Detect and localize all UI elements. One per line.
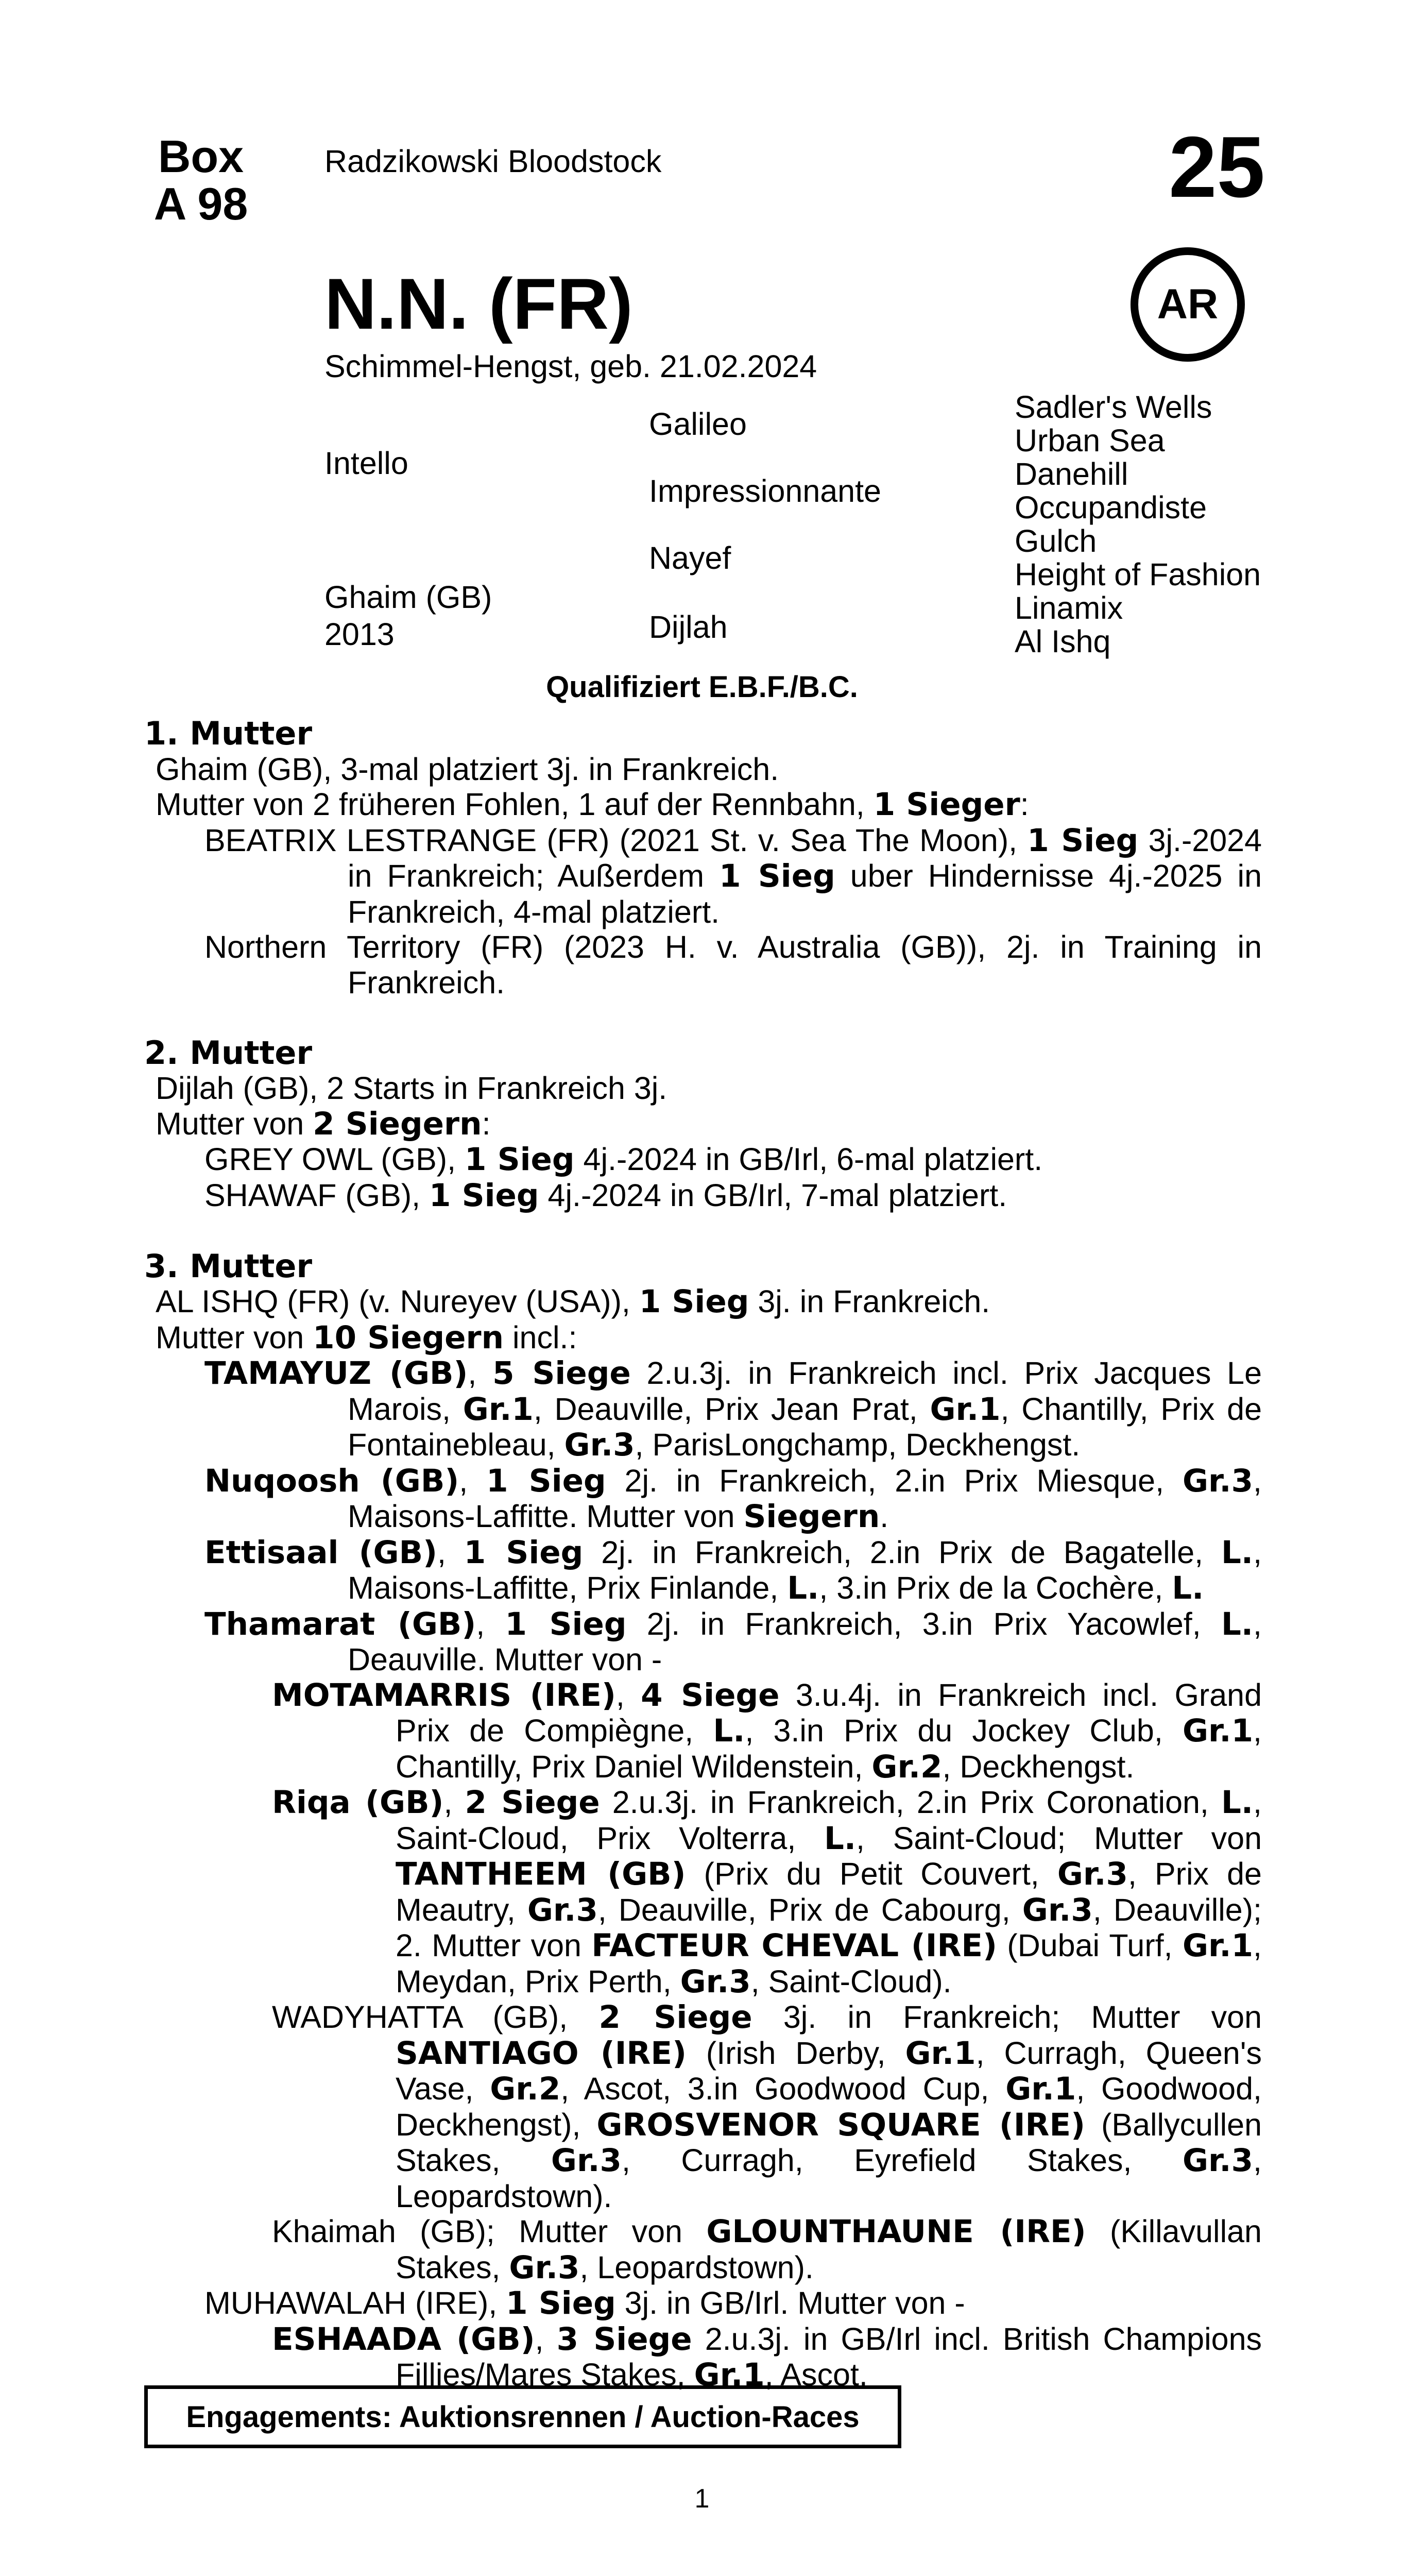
second-dam-line: Dijlah (GB), 2 Starts in Frankreich 3j. (156, 1071, 667, 1106)
first-dam-produce-summary: Mutter von 2 früheren Fohlen, 1 auf der Rennbahn, 1 Sieger: (156, 786, 1029, 823)
offspring-entry: MUHAWALAH (IRE), 1 Sieg 3j. in GB/Irl. Mutter von - (204, 2285, 965, 2321)
grand-offspring-entry: Riqa (GB), 2 Siege 2.u.3j. in Frankreich, 2.in Prix Coronation, L., Saint-Cloud, Prix Volterra, L., Saint-Cloud; Mutter von TANTHEEM (GB) (Prix du Petit Couvert, Gr.3, Prix de Meautry, Gr.3, Deauville, Prix de Cabourg, Gr.3, Deauville); 2. Mutter von FACTEUR CHEVAL (IRE) (Dubai Turf, Gr.1, Meydan, Prix Perth, Gr.3, Saint-Cloud). (272, 1784, 1262, 2000)
pedigree-gen3-name: Occupandiste (1015, 490, 1207, 525)
second-dam-produce-summary: Mutter von 2 Siegern: (156, 1105, 491, 1142)
third-dam-heading: 3. Mutter (144, 1247, 313, 1285)
pedigree-sire-sire: Galileo (649, 406, 747, 442)
seller-name: Radzikowski Bloodstock (324, 144, 662, 179)
ar-badge-text: AR (1157, 281, 1219, 328)
pedigree-gen3-name: Sadler's Wells (1015, 389, 1212, 425)
grand-offspring-entry: WADYHATTA (GB), 2 Siege 3j. in Frankreich; Mutter von SANTIAGO (IRE) (Irish Derby, Gr.1, Curragh, Queen's Vase, Gr.2, Ascot, 3.in Goodwood Cup, Gr.1, Goodwood, Deckhengst), GROSVENOR SQUARE (IRE) (Ballycullen Stakes, Gr.3, Curragh, Eyrefield Stakes, Gr.3, Leopardstown). (272, 1999, 1262, 2214)
pedigree-gen3-name: Height of Fashion (1015, 557, 1261, 592)
offspring-entry: SHAWAF (GB), 1 Sieg 4j.-2024 in GB/Irl, 7-mal platziert. (204, 1177, 1007, 1214)
horse-name: N.N. (FR) (324, 263, 633, 344)
offspring-entry: Ettisaal (GB), 1 Sieg 2j. in Frankreich, 2.in Prix de Bagatelle, L., Maisons-Laffitte, Prix Finlande, L., 3.in Prix de la Cochère, L. (204, 1534, 1262, 1606)
offspring-entry: Northern Territory (FR) (2023 H. v. Australia (GB)), 2j. in Training in Frankreich. (204, 929, 1262, 1000)
pedigree-third-generation (1015, 391, 1261, 658)
pedigree-sire-dam: Impressionnante (649, 473, 881, 509)
ar-badge (1131, 247, 1245, 362)
third-dam-produce-summary: Mutter von 10 Siegern incl.: (156, 1319, 577, 1356)
pedigree-gen3-name: Danehill (1015, 456, 1128, 492)
offspring-entry: BEATRIX LESTRANGE (FR) (2021 St. v. Sea The Moon), 1 Sieg 3j.-2024 in Frankreich; Außerdem 1 Sieg uber Hindernisse 4j.-2025 in Frankreich, 4-mal platziert. (204, 822, 1262, 929)
pedigree-sire: Intello (324, 446, 408, 481)
pedigree-gen3-name: Linamix (1015, 590, 1123, 625)
page-number: 1 (694, 2484, 710, 2514)
pedigree-dam-year: 2013 (324, 617, 395, 652)
grand-offspring-entry: MOTAMARRIS (IRE), 4 Siege 3.u.4j. in Frankreich incl. Grand Prix de Compiègne, L., 3.in Prix du Jockey Club, Gr.1, Chantilly, Prix Daniel Wildenstein, Gr.2, Deckhengst. (272, 1676, 1262, 1785)
grand-offspring-entry: ESHAADA (GB), 3 Siege 2.u.3j. in GB/Irl incl. British Champions Fillies/Mares Stakes, Gr.1, Ascot. (272, 2320, 1262, 2393)
second-dam-heading: 2. Mutter (144, 1033, 313, 1072)
pedigree-dam: Ghaim (GB) (324, 580, 492, 615)
catalogue-text (144, 716, 1262, 2393)
first-dam-heading: 1. Mutter (144, 715, 313, 752)
third-dam-line: AL ISHQ (FR) (v. Nureyev (USA)), 1 Sieg 3j. in Frankreich. (156, 1283, 990, 1320)
box-word: Box (158, 131, 244, 182)
pedigree-gen3-name: Urban Sea (1015, 423, 1165, 458)
grand-offspring-entry: Khaimah (GB); Mutter von GLOUNTHAUNE (IRE) (Killavullan Stakes, Gr.3, Leopardstown). (272, 2213, 1262, 2286)
pedigree-gen3-name: Al Ishq (1015, 624, 1111, 659)
engagements-box (144, 2385, 901, 2448)
offspring-entry: Thamarat (GB), 1 Sieg 2j. in Frankreich, 3.in Prix Yacowlef, L., Deauville. Mutter von - (204, 1605, 1262, 1677)
first-dam-line: Ghaim (GB), 3-mal platziert 3j. in Frankreich. (156, 751, 779, 787)
box-label (139, 133, 263, 228)
box-number: A 98 (153, 178, 248, 230)
engagements-text: Engagements: Auktionsrennen / Auction-Races (186, 2400, 860, 2434)
offspring-entry: GREY OWL (GB), 1 Sieg 4j.-2024 in GB/Irl, 6-mal platziert. (204, 1141, 1043, 1178)
lot-number: 25 (1169, 118, 1265, 215)
pedigree-dam-dam: Dijlah (649, 609, 728, 645)
offspring-entry: Nuqoosh (GB), 1 Sieg 2j. in Frankreich, 2.in Prix Miesque, Gr.3, Maisons-Laffitte. Mutter von Siegern. (204, 1462, 1262, 1535)
pedigree-gen3-name: Gulch (1015, 523, 1097, 558)
qualification-note: Qualifiziert E.B.F./B.C. (546, 670, 858, 704)
horse-description: Schimmel-Hengst, geb. 21.02.2024 (324, 349, 817, 384)
pedigree-dam-sire: Nayef (649, 540, 731, 575)
offspring-entry: TAMAYUZ (GB), 5 Siege 2.u.3j. in Frankreich incl. Prix Jacques Le Marois, Gr.1, Deauville, Prix Jean Prat, Gr.1, Chantilly, Prix de Fontainebleau, Gr.3, ParisLongchamp, Deckhengst. (204, 1355, 1262, 1463)
